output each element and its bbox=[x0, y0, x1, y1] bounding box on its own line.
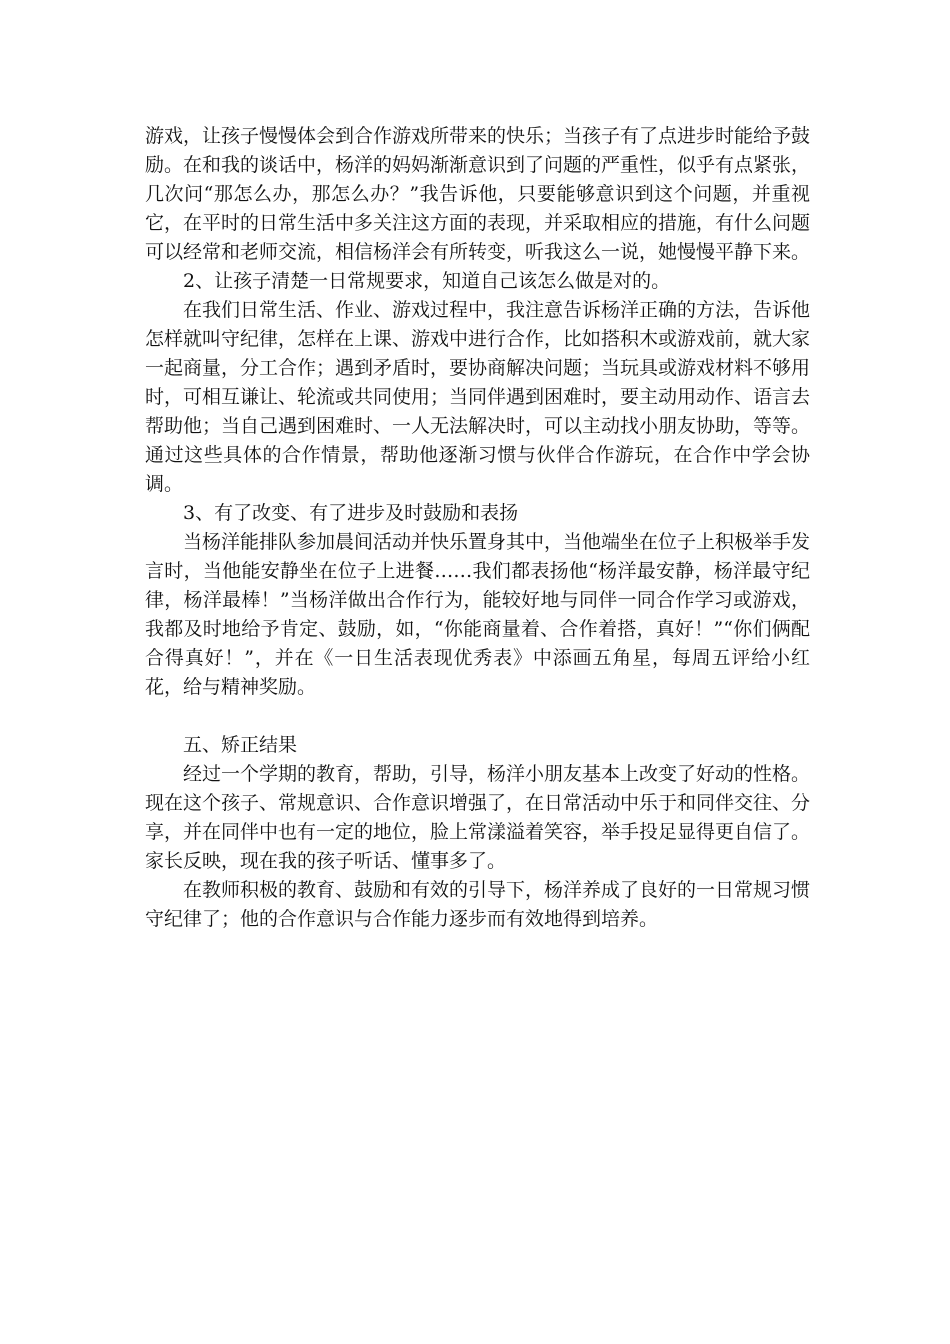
section-heading-results: 五、矫正结果 bbox=[183, 734, 298, 756]
paragraph-results: 经过一个学期的教育，帮助，引导，杨洋小朋友基本上改变了好动的性格。现在这个孩子、常规意识、合作意识增强了，在日常活动中乐于和同伴交往、分享，并在同伴中也有一定的地位，脸上常漾溢着笑容，举手投足显得更自信了。家长反映，现在我的孩子听话、懂事多了。 bbox=[145, 763, 811, 872]
paragraph-daily-guidance: 在我们日常生活、作业、游戏过程中，我注意告诉杨洋正确的方法，告诉他怎样就叫守纪律，怎样在上课、游戏中进行合作，比如搭积木或游戏前，就大家一起商量，分工合作；遇到矛盾时，要协商解决问题；当玩具或游戏材料不够用时，可相互谦让、轮流或共同使用；当同伴遇到困难时，要主动用动作、语言去帮助他；当自己遇到困难时、一人无法解决时，可以主动找小朋友协助，等等。通过这些具体的合作情景，帮助他逐渐习惯与伙伴合作游玩，在合作中学会协调。 bbox=[145, 299, 811, 495]
paragraph-continuation: 游戏，让孩子慢慢体会到合作游戏所带来的快乐；当孩子有了点进步时能给予鼓励。在和我的谈话中，杨洋的妈妈渐渐意识到了问题的严重性，似乎有点紧张，几次问“那怎么办，那怎么办？”我告诉他，只要能够意识到这个问题，并重视它，在平时的日常生活中多关注这方面的表现，并采取相应的措施，有什么问题可以经常和老师交流，相信杨洋会有所转变，听我这么一说，她慢慢平静下来。 bbox=[145, 125, 811, 263]
item-heading-2: 2、让孩子清楚一日常规要求，知道自己该怎么做是对的。 bbox=[183, 270, 671, 292]
item-heading-3: 3、有了改变、有了进步及时鼓励和表扬 bbox=[183, 502, 519, 524]
paragraph-praise: 当杨洋能排队参加晨间活动并快乐置身其中，当他端坐在位子上积极举手发言时，当他能安静坐在位子上进餐……我们都表扬他“杨洋最安静，杨洋最守纪律，杨洋最棒！”当杨洋做出合作行为，能较好地与同伴一同合作学习或游戏，我都及时地给予肯定、鼓励，如，“你能商量着、合作着搭，真好！”“你们俩配合得真好！”，并在《一日生活表现优秀表》中添画五角星，每周五评给小红花，给与精神奖励。 bbox=[145, 531, 811, 698]
paragraph-conclusion: 在教师积极的教育、鼓励和有效的引导下，杨洋养成了良好的一日常规习惯守纪律了；他的合作意识与合作能力逐步而有效地得到培养。 bbox=[145, 879, 811, 930]
document-body bbox=[145, 122, 810, 934]
